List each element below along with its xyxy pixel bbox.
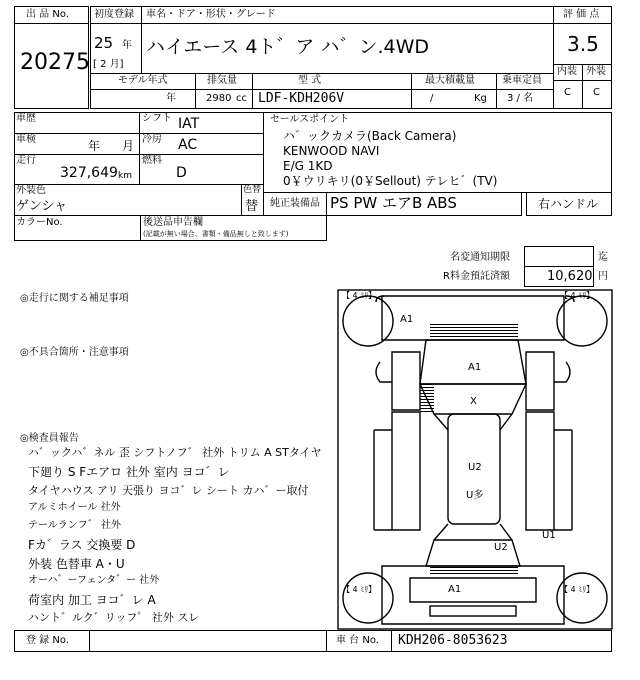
right-side-lines xyxy=(554,430,572,530)
inspector-line-7: 外装 色替車 A・U xyxy=(28,557,125,571)
capacity: 3 / 名 xyxy=(507,93,534,104)
mileage: 327,649 xyxy=(60,165,118,181)
sales-point-3: E/G 1KD xyxy=(283,159,333,173)
recycle-unit: 円 xyxy=(598,271,608,282)
score: 3.5 xyxy=(567,32,599,56)
lot-no-label: 出 品 No. xyxy=(26,9,69,20)
color-change-label: 色替 xyxy=(243,185,262,195)
lot-no: 20275 xyxy=(20,50,90,75)
max-load: / xyxy=(430,93,434,104)
handle: 右ハンドル xyxy=(538,197,599,211)
rear-hatch xyxy=(430,566,518,576)
tire-fl-label: 【 4 ﾐﾘ】 xyxy=(342,291,377,300)
driving-remarks-label: ◎走行に関する補足事項 xyxy=(20,293,129,304)
hood-hatch-left xyxy=(420,384,434,414)
docs-note: (記載が無い場合、書類・備品無しと致します) xyxy=(143,230,289,238)
front-hatch xyxy=(430,324,518,338)
max-load-label: 最大積載量 xyxy=(425,75,475,86)
inspector-line-1: ハ゛ックハ゛ネル 歪 シフトノフ゛ 社外 トリム A STタイヤ xyxy=(28,446,322,459)
car-name-label: 車名・ドア・形状・グレード xyxy=(146,9,276,20)
displacement-label: 排気量 xyxy=(207,75,237,86)
mark-hood: A1 xyxy=(468,362,482,373)
reg-year: 25 xyxy=(94,34,114,52)
color-change: 替 xyxy=(245,199,259,214)
color: ゲンシャ xyxy=(16,199,68,214)
sales-point-4: 0￥ウリキリ(0￥Sellout) テレヒ゛(TV) xyxy=(283,174,498,188)
right-mirror xyxy=(554,362,570,382)
model-year-unit: 年 xyxy=(166,93,176,104)
ac-label: 冷房 xyxy=(142,134,162,145)
mark-roof-2: U多 xyxy=(466,490,484,501)
capacity-label: 乗車定員 xyxy=(502,75,542,86)
interior-label: 内装 xyxy=(557,66,577,77)
interior-grade: C xyxy=(564,87,571,98)
mark-front-bumper: A1 xyxy=(400,314,414,325)
right-front-door xyxy=(526,352,554,410)
mark-right-side: U1 xyxy=(542,530,556,541)
left-side-lines xyxy=(374,430,392,530)
inspector-line-8: オーハ゛ーフェンタ゛ー 社外 xyxy=(28,575,160,586)
left-mirror xyxy=(376,362,392,382)
shaken-year-unit: 年 xyxy=(88,139,101,153)
name-change-unit: 迄 xyxy=(598,252,608,263)
left-side-panel xyxy=(392,412,420,530)
first-reg-label: 初度登録 xyxy=(94,9,134,20)
tire-rr-label: 【 4 ﾐﾘ】 xyxy=(560,585,595,594)
type-label: 型 式 xyxy=(298,75,322,86)
exterior-label: 外装 xyxy=(586,66,606,77)
mark-rear-glass: U2 xyxy=(494,542,508,553)
sales-points-label: セールスポイント xyxy=(270,114,350,125)
color-no-label: カラーNo. xyxy=(16,217,63,228)
ac: AC xyxy=(178,137,198,153)
inspector-label: ◎検査員報告 xyxy=(20,433,79,444)
type: LDF-KDH206V xyxy=(258,91,345,106)
equipment-label: 純正装備品 xyxy=(270,198,320,209)
inspector-line-3: タイヤハウス アリ 天張り ヨコ゛レ シート カハ゛ー取付 xyxy=(28,484,309,497)
sales-point-2: KENWOOD NAVI xyxy=(283,144,380,158)
shaken-label: 車検 xyxy=(16,134,36,145)
color-label: 外装色 xyxy=(16,185,46,196)
sales-point-1: ハ゛ックカメラ(Back Camera) xyxy=(283,129,457,143)
fuel-label: 燃料 xyxy=(142,155,162,166)
score-label: 評 価 点 xyxy=(563,9,600,20)
inspector-line-4: アルミホイール 社外 xyxy=(28,502,121,513)
mileage-label: 走行 xyxy=(16,155,36,166)
reg-no-cell xyxy=(89,630,327,652)
rear-plate xyxy=(430,606,516,616)
displacement: 2980 xyxy=(206,93,232,104)
history-label: 車歴 xyxy=(16,113,36,124)
exterior-grade: C xyxy=(593,87,600,98)
inspector-line-9: 荷室内 加工 ヨコ゛レ A xyxy=(28,593,156,607)
max-load-unit: Kg xyxy=(474,93,487,104)
recycle-label: R料金預託済額 xyxy=(443,271,510,282)
mileage-unit: km xyxy=(118,171,132,181)
car-name: ハイエース 4ト゛ア ハ゛ン.4WD xyxy=(146,36,430,58)
shift-label: シフト xyxy=(142,113,172,124)
model-year-label: モデル年式 xyxy=(118,75,168,86)
right-side-panel xyxy=(526,412,554,530)
reg-month: [ 2 月] xyxy=(93,59,124,70)
wheel-front-left xyxy=(343,296,393,346)
displacement-unit: cc xyxy=(236,93,247,104)
docs-label: 後送品申告欄 xyxy=(143,217,203,228)
shaken-month-unit: 月 xyxy=(122,139,135,153)
chassis-no: KDH206-8053623 xyxy=(398,633,508,648)
fuel: D xyxy=(176,165,187,181)
name-change-label: 名変通知期限 xyxy=(450,252,510,263)
inspector-line-2: 下廻り S Fエアロ 社外 室内 ヨコ゛レ xyxy=(28,465,230,479)
wheel-rear-left xyxy=(343,573,393,623)
mark-roof-1: U2 xyxy=(468,462,482,473)
tire-rl-label: 【 4 ﾐﾘ】 xyxy=(342,585,377,594)
inspector-line-5: テールランフ゛ 社外 xyxy=(28,520,121,531)
equipment: PS PW エアB ABS xyxy=(330,194,457,212)
mark-windshield: X xyxy=(470,396,477,407)
mark-rear-bumper: A1 xyxy=(448,584,462,595)
front-body xyxy=(376,296,574,302)
reg-year-unit: 年 xyxy=(122,40,132,51)
inspector-line-6: Fカ゛ラス 交換要 D xyxy=(28,538,136,552)
left-front-door xyxy=(392,352,420,410)
tire-fr-label: 【 4 ﾐﾘ】 xyxy=(560,291,595,300)
recycle-fee: 10,620 xyxy=(547,269,593,284)
inspector-line-10: ハント゛ルク゛リッフ゜ 社外 スレ xyxy=(28,611,200,624)
shift: IAT xyxy=(178,116,200,132)
defects-label: ◎不具合箇所・注意事項 xyxy=(20,347,129,358)
rear-bumper xyxy=(410,578,536,602)
chassis-label: 車 台 No. xyxy=(336,635,379,646)
reg-no-label: 登 録 No. xyxy=(26,635,69,646)
